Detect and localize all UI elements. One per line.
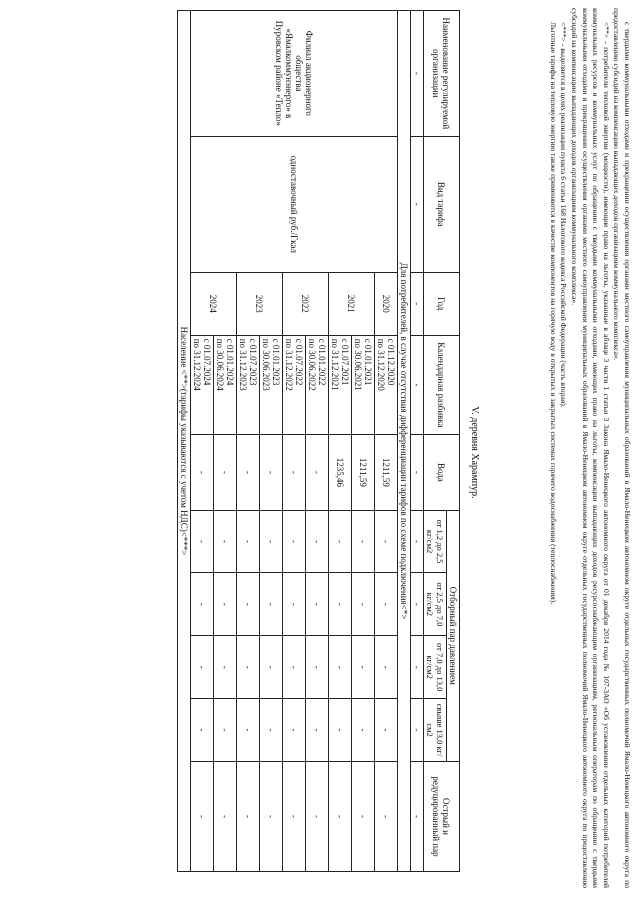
cell: - <box>411 272 424 335</box>
steam-value: - <box>329 636 352 699</box>
water-value: - <box>306 435 329 510</box>
header-steam-3: от 7,0 до 13,0 кг/см2 <box>424 636 447 699</box>
steam-value: - <box>375 510 398 573</box>
period-to: по 31.12.2024 <box>192 338 202 391</box>
header-steam-2: от 2,5 до 7,0 кг/см2 <box>424 573 447 636</box>
steam-value: - <box>191 510 214 573</box>
steam-value: - <box>214 636 237 699</box>
period-to: по 30.06.2021 <box>353 338 363 391</box>
header-water: Вода <box>424 435 460 510</box>
year-cell: 2021 <box>329 272 375 335</box>
water-value: - <box>214 435 237 510</box>
steam-value: - <box>283 699 306 762</box>
period-from: с 01.01.2024 <box>225 338 235 386</box>
period-cell <box>214 335 237 435</box>
tariff-type: одноставочный руб./Гкал <box>191 136 398 272</box>
steam-value: - <box>237 636 260 699</box>
organization-name: Филиал акционерного общества «Ямалкоммунэнерго» в Пуровском районе «Тепло» <box>191 11 398 137</box>
steam-value: - <box>191 699 214 762</box>
steam-value: - <box>375 761 398 871</box>
water-value: - <box>237 435 260 510</box>
footnote-paragraph: <**> - потребители тепловой энергии (мощности), имеющие право на льготы, указанные в абзаце 3 части 1 статьи 3 Закона Ямало-Ненецкого автономного округа от 01 декабря 2014 года № 107-ЗАО «Об установлении отдельных категорий потребителей коммунальных ресурсов и коммунальных услуг по обращению с твердыми коммунальными отходами, имеющих право на льготы, компенсации выпадающих доходов ресурсоснабжающим организациям, региональным операторам по обращению с твердыми коммунальными отходами и прекращении осуществления органами местного самоуправления муниципальных образований в Ямало-Ненецком автономном округе отдельных государственных полномочий Ямало-Ненецкого автономного округа по предоставлению субсидий на компенсацию выпадающих доходов организациям коммунального комплекса». <box>570 8 611 888</box>
steam-value: - <box>283 510 306 573</box>
steam-value: - <box>283 636 306 699</box>
steam-value: - <box>214 573 237 636</box>
period-cell <box>260 335 283 435</box>
period-from: с 01.07.2022 <box>294 338 304 386</box>
steam-value: - <box>329 510 352 573</box>
header-year: Год <box>424 272 460 335</box>
steam-value: - <box>214 510 237 573</box>
water-value: - <box>283 435 306 510</box>
header-org: Наименование регулируемой организации <box>424 11 460 137</box>
footnotes <box>547 8 632 888</box>
water-value: 1211,59 <box>352 435 375 510</box>
steam-value: - <box>191 761 214 871</box>
year-cell: 2024 <box>191 272 237 335</box>
header-steam-1: от 1,2 до 2,5 кг/см2 <box>424 510 447 573</box>
tariff-table <box>177 10 460 872</box>
header-tariff-type: Вид тарифа <box>424 136 460 272</box>
steam-value: - <box>352 636 375 699</box>
cell: - <box>411 510 424 573</box>
cell: - <box>411 136 424 272</box>
period-to: по 31.12.2021 <box>330 338 340 391</box>
header-steam-group: Отборный пар давлением <box>447 510 460 761</box>
steam-value: - <box>237 573 260 636</box>
cell: - <box>411 335 424 435</box>
steam-value: - <box>306 636 329 699</box>
tariff-row <box>375 11 398 872</box>
steam-value: - <box>329 573 352 636</box>
footnote-paragraph: с твердыми коммунальными отходами и прекращении осуществления органами местного самоуправления муниципальных образований в Ямало-Ненецком автономном округе отдельных государственных полномочий Ямало-Ненецкого автономного округа по предоставлению субсидий на компенсацию выпадающих доходов организациям коммунального комплекса». <box>612 8 632 888</box>
steam-value: - <box>306 699 329 762</box>
steam-value: - <box>306 573 329 636</box>
year-cell: 2022 <box>283 272 329 335</box>
period-to: по 31.12.2022 <box>284 338 294 391</box>
steam-value: - <box>352 699 375 762</box>
water-value: - <box>260 435 283 510</box>
period-from: с 01.07.2021 <box>340 338 350 386</box>
steam-value: - <box>191 573 214 636</box>
steam-value: - <box>352 573 375 636</box>
consumers-row: Для потребителей, в случае отсутствия дифференциации тарифов по схеме подключения<*> <box>398 11 411 872</box>
steam-value: - <box>191 636 214 699</box>
steam-value: - <box>260 510 283 573</box>
header-calendar: Календарная разбивка <box>424 335 460 435</box>
footnote-paragraph: Льготные тарифы на тепловую энергию также применяются в качестве компонентов на горячую воду в открытых и закрытых системах горячего водоснабжения (теплоснабжения). <box>548 22 558 605</box>
cell: - <box>411 435 424 510</box>
period-cell <box>329 335 352 435</box>
year-cell: 2020 <box>375 272 398 335</box>
cell: - <box>411 761 424 871</box>
steam-value: - <box>375 636 398 699</box>
steam-value: - <box>352 761 375 871</box>
steam-value: - <box>283 573 306 636</box>
population-row: Население <**>(тарифы указываются с учетом НДС)<***> <box>178 11 191 872</box>
steam-value: - <box>375 699 398 762</box>
header-sharp-steam: Острый и редуцированный пар <box>424 761 460 871</box>
water-value: - <box>191 435 214 510</box>
steam-value: - <box>214 761 237 871</box>
cell: - <box>411 573 424 636</box>
water-value: 1235,46 <box>329 435 352 510</box>
period-cell <box>283 335 306 435</box>
steam-value: - <box>375 573 398 636</box>
water-value: 1211,59 <box>375 435 398 510</box>
header-steam-4: свыше 13,0 кг/см2 <box>424 699 447 762</box>
period-from: с 01.01.2021 <box>363 338 373 386</box>
period-cell <box>306 335 329 435</box>
steam-value: - <box>329 699 352 762</box>
period-from: с 01.07.2024 <box>202 338 212 386</box>
steam-value: - <box>306 510 329 573</box>
steam-value: - <box>306 761 329 871</box>
dash-row <box>411 11 424 872</box>
period-cell <box>237 335 260 435</box>
steam-value: - <box>329 761 352 871</box>
period-from: с 01.07.2023 <box>248 338 258 386</box>
steam-value: - <box>237 761 260 871</box>
period-to: по 31.12.2023 <box>238 338 248 391</box>
period-from: с 01.01.2022 <box>317 338 327 386</box>
steam-value: - <box>237 510 260 573</box>
steam-value: - <box>283 761 306 871</box>
steam-value: - <box>260 573 283 636</box>
cell: - <box>411 699 424 762</box>
cell: - <box>411 11 424 137</box>
steam-value: - <box>260 636 283 699</box>
period-cell <box>375 335 398 435</box>
period-from: с 01.12.2020 <box>386 338 396 386</box>
steam-value: - <box>237 699 260 762</box>
period-cell <box>352 335 375 435</box>
period-from: с 01.01.2023 <box>271 338 281 386</box>
steam-value: - <box>260 761 283 871</box>
cell: - <box>411 636 424 699</box>
section-title: V. деревня Харампур. <box>469 406 480 499</box>
period-to: по 30.06.2022 <box>307 338 317 391</box>
period-cell <box>191 335 214 435</box>
period-to: по 30.06.2024 <box>215 338 225 391</box>
steam-value: - <box>352 510 375 573</box>
footnote-paragraph: <***> - выделяется в целях реализации пункта 6 статьи 168 Налогового кодекса Российской Федерации (часть вторая). <box>559 22 569 408</box>
period-to: по 31.12.2020 <box>376 338 386 391</box>
steam-value: - <box>260 699 283 762</box>
year-cell: 2023 <box>237 272 283 335</box>
steam-value: - <box>214 699 237 762</box>
period-to: по 30.06.2023 <box>261 338 271 391</box>
